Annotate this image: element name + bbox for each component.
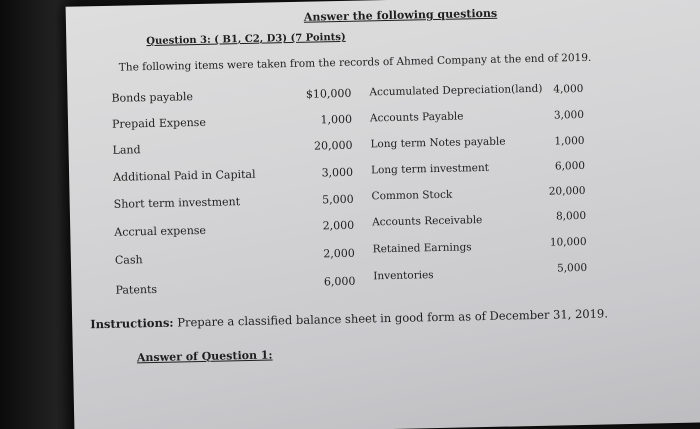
page-heading: Answer the following questions <box>303 6 498 24</box>
item-label: Retained Earnings <box>372 241 472 256</box>
item-value: 10,000 <box>549 235 587 249</box>
item-label: Accumulated Depreciation(land) <box>369 82 543 99</box>
item-label: Short term investment <box>113 195 241 211</box>
item-label: Accrual expense <box>114 223 207 239</box>
item-label: Land <box>112 143 141 157</box>
item-value: 5,000 <box>556 261 588 275</box>
item-label: Long term investment <box>370 161 490 177</box>
item-label: Bonds payable <box>111 90 194 105</box>
instructions-text: Prepare a classified balance sheet in good form as of December 31, 2019. <box>173 306 609 330</box>
item-label: Additional Paid in Capital <box>113 167 256 184</box>
item-label: Accounts Receivable <box>372 214 483 229</box>
item-value: $10,000 <box>305 86 352 101</box>
item-value: 2,000 <box>322 218 355 233</box>
instructions <box>90 306 608 331</box>
item-label: Prepaid Expense <box>111 115 207 131</box>
item-label: Patents <box>115 282 158 297</box>
item-value: 20,000 <box>313 138 353 153</box>
item-value: 1,000 <box>320 112 353 127</box>
item-label: Common Stock <box>371 188 453 203</box>
item-value: 8,000 <box>555 209 587 223</box>
item-label: Accounts Payable <box>369 110 464 125</box>
worksheet-page <box>66 0 700 429</box>
item-value: 6,000 <box>323 274 356 289</box>
question-title: Question 3: ( B1, C2, D3) (7 Points) <box>146 31 346 48</box>
intro-text: The following items were taken from the records of Ahmed Company at the end of 2019. <box>118 51 592 74</box>
item-label: Long term Notes payable <box>370 135 506 151</box>
item-label: Inventories <box>373 269 434 283</box>
item-value: 1,000 <box>554 134 585 148</box>
item-value: 3,000 <box>553 108 585 122</box>
item-value: 3,000 <box>321 165 354 180</box>
item-value: 6,000 <box>554 159 586 173</box>
item-label: Cash <box>114 253 143 267</box>
instructions-label: Instructions: <box>90 315 174 332</box>
item-value: 5,000 <box>322 192 354 207</box>
answer-heading: Answer of Question 1: <box>136 348 273 365</box>
item-value: 4,000 <box>553 82 584 96</box>
item-value: 20,000 <box>548 184 586 198</box>
item-value: 2,000 <box>323 246 355 261</box>
